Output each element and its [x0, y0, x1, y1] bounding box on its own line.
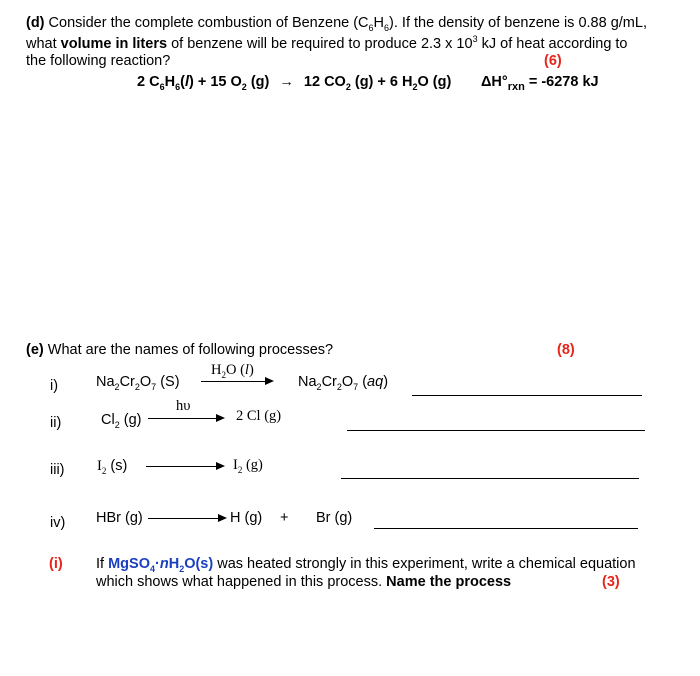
enthalpy-value: $\Delta H^\circ_{rxn} = -6278$ kJ	[481, 74, 599, 93]
part-d-label: (d)	[26, 15, 45, 31]
product-iodine-gas: $I_2$ (g)	[233, 457, 263, 475]
answer-line[interactable]	[412, 395, 642, 396]
part-d-marks: (6)	[544, 53, 562, 69]
condition-water: $H_2O$ (l)	[211, 362, 254, 380]
item-number: iii)	[50, 462, 65, 478]
answer-line[interactable]	[347, 430, 645, 431]
item-number: i)	[50, 378, 59, 394]
reaction-arrow	[148, 518, 220, 519]
condition-light: hυ	[176, 398, 191, 414]
combustion-equation: 2 $C_6H_6(l) + 15$ $O_2$ (g) → 12 $CO_2$ (g) + 6 $H_2O$ (g)	[137, 74, 452, 92]
plus-sign: +	[280, 510, 289, 526]
reactant-sodium-dichromate: $Na_2Cr_2O_7$ (S)	[96, 374, 180, 392]
reaction-arrow	[148, 418, 218, 419]
answer-line[interactable]	[341, 478, 639, 479]
arrow-head	[218, 514, 227, 522]
arrow-head	[216, 414, 225, 422]
part-e-label: (e)	[26, 342, 44, 358]
magnesium-sulfate-hydrate: $MgSO_4\cdot nH_2O(s)$	[108, 556, 214, 574]
product-sodium-dichromate: $Na_2Cr_2O_7$ (aq)	[298, 374, 389, 392]
reactant-hbr: HBr (g)	[96, 510, 143, 526]
answer-line[interactable]	[374, 528, 638, 529]
part-d-line-3: the following reaction?	[26, 53, 171, 69]
product-hydrogen: H (g)	[230, 510, 263, 526]
part-d-line-1: (d) Consider the complete combustion of Benzene $(C_6H_6)$. If the density of benzene is 0.88 g/mL,	[26, 15, 647, 33]
item-number: ii)	[50, 415, 62, 431]
part-e-question: (e) What are the names of following processes?	[26, 342, 334, 358]
part-i-line-2: which shows what happened in this process. Name the process	[96, 574, 512, 590]
part-i-label: (i)	[49, 556, 63, 572]
arrow-head	[265, 377, 274, 385]
item-number: iv)	[50, 515, 66, 531]
reaction-arrow	[146, 466, 218, 467]
product-chlorine-atoms: 2 Cl (g)	[236, 408, 282, 424]
reaction-arrow: →	[279, 74, 294, 90]
part-i-line-1: If $MgSO_4\cdot nH_2O(s)$ was heated strongly in this experiment, write a chemical equation	[96, 556, 636, 574]
part-i-marks: (3)	[602, 574, 620, 590]
reactant-chlorine: $Cl_2$ (g)	[101, 412, 142, 430]
product-bromine: Br (g)	[316, 510, 353, 526]
reaction-arrow	[201, 381, 267, 382]
reactant-iodine: $I_2$ (s)	[97, 458, 128, 476]
part-e-marks: (8)	[557, 342, 575, 358]
arrow-head	[216, 462, 225, 470]
part-d-line-2: what volume in liters of benzene will be required to produce 2.3 x $10^3$ kJ of heat according to	[26, 34, 628, 52]
